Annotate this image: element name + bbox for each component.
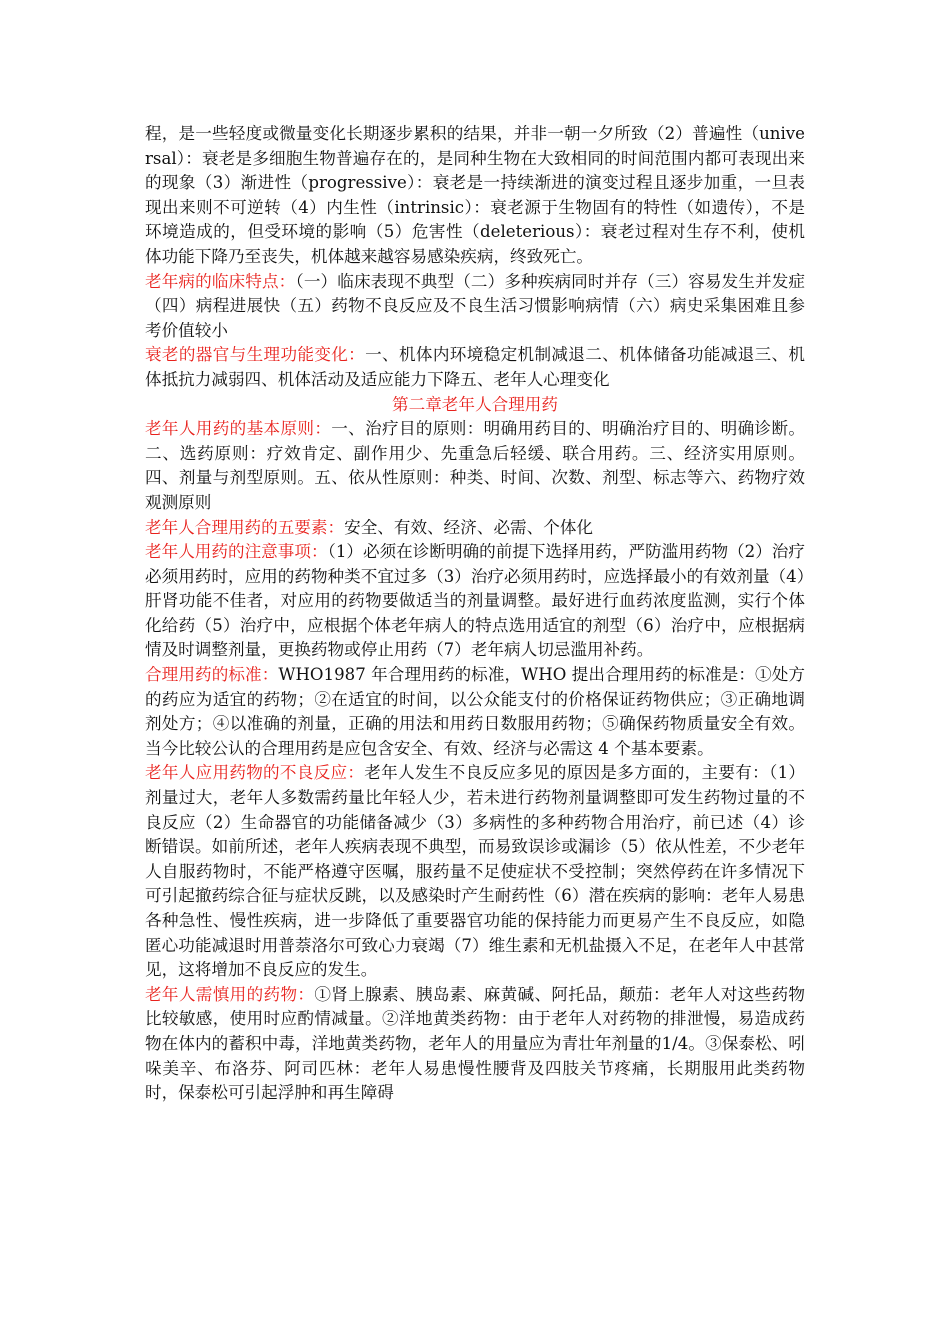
paragraph-heading: 老年人用药的注意事项：: [145, 542, 328, 562]
paragraph-organ-changes: [145, 343, 805, 392]
paragraph-five-elements: [145, 516, 805, 541]
paragraph-text: （1）必须在诊断明确的前提下选择用药，严防滥用药物（2）治疗必须用药时，应用的药物种类不宜过多（3）治疗必须用药时，应选择最小的有效剂量（4）肝肾功能不佳者，对应用的药物要做适当的剂量调整。最好进行血药浓度监测，实行个体化给药（5）治疗中，应根据个体老年病人的特点选用适宜的剂型（6）治疗中，应根据病情及时调整剂量，更换药物或停止用药（7）老年病人切忌滥用补药。: [145, 542, 806, 660]
paragraph-heading: 衰老的器官与生理功能变化：: [145, 345, 366, 365]
paragraph-text: 程，是一些轻度或微量变化长期逐步累积的结果，并非一朝一夕所致（2）普遍性（universal）：衰老是多细胞生物普遍存在的，是同种生物在大致相同的时间范围内都可表现出来的现象（3）渐进性（progressive）：衰老是一持续渐进的演变过程且逐步加重，一旦表现出来则不可逆转（4）内生性（intrinsic）：衰老源于生物固有的特性（如遗传），不是环境造成的，但受环境的影响（5）危害性（deleterious）：衰老过程对生存不利，使机体功能下降乃至丧失，机体越来越容易感染疾病，终致死亡。: [145, 124, 805, 266]
paragraph-heading: 老年病的临床特点：: [145, 271, 296, 291]
paragraph-rational-standards: [145, 663, 805, 761]
paragraph-precautions: [145, 540, 805, 663]
chapter-title: 第二章老年人合理用药: [392, 394, 558, 414]
paragraph-heading: 老年人合理用药的五要素：: [145, 517, 345, 537]
paragraph-heading: 老年人用药的基本原则：: [145, 419, 332, 439]
paragraph-text: 一、机体内环境稳定机制减退二、机体储备功能减退三、机体抵抗力减弱四、机体活动及适应能力下降五、老年人心理变化: [145, 345, 806, 389]
paragraph-text: WHO1987 年合理用药的标准，WHO 提出合理用药的标准是：①处方的药应为适宜的药物；②在适宜的时间，以公众能支付的价格保证药物供应；③正确地调剂处方；④以准确的剂量，正确的用法和用药日数服用药物；⑤确保药物质量安全有效。当今比较公认的合理用药是应包含安全、有效、经济与必需这 4 个基本要素。: [145, 665, 805, 758]
document-page: [145, 122, 805, 1106]
paragraph-text: 安全、有效、经济、必需、个体化: [344, 517, 594, 537]
paragraph-text: （一）临床表现不典型（二）多种疾病同时并存（三）容易发生并发症（四）病程进展快（五）药物不良反应及不良生活习惯影响病情（六）病史采集困难且参考价值较小: [145, 271, 806, 340]
paragraph-caution-drugs: [145, 983, 805, 1106]
paragraph-text: 老年人发生不良反应多见的原因是多方面的，主要有：（1）剂量过大，老年人多数需药量比年轻人少，若未进行药物剂量调整即可发生药物过量的不良反应（2）生命器官的功能储备减少（3）多病性的多种药物合用治疗，前已述（4）诊断错误。如前所述，老年人疾病表现不典型，而易致误诊或漏诊（5）依从性差，不少老年人自服药物时，不能严格遵守医嘱，服药量不足使症状不受控制；突然停药在许多情况下可引起撤药综合征与症状反跳，以及感染时产生耐药性（6）潜在疾病的影响：老年人易患各种急性、慢性疾病，进一步降低了重要器官功能的保持能力而更易产生不良反应，如隐匿心功能减退时用普萘洛尔可致心力衰竭（7）维生素和无机盐摄入不足，在老年人中甚常见，这将增加不良反应的发生。: [145, 763, 805, 980]
paragraph-text: ①肾上腺素、胰岛素、麻黄碱、阿托品，颠茄：老年人对这些药物比较敏感，使用时应酌情减量。②洋地黄类药物：由于老年人对药物的排泄慢，易造成药物在体内的蓄积中毒，洋地黄类药物，老年人的用量应为青壮年剂量的1/4。③保泰松、吲哚美辛、布洛芬、阿司匹林：老年人易患慢性腰背及四肢关节疼痛，长期服用此类药物时，保泰松可引起浮肿和再生障碍: [145, 984, 806, 1103]
paragraph-heading: 合理用药的标准：: [145, 665, 279, 685]
paragraph-heading: 老年人需慎用的药物：: [145, 984, 315, 1004]
paragraph-basic-principles: [145, 417, 805, 515]
paragraph-clinical-features: [145, 270, 805, 344]
paragraph-heading: 老年人应用药物的不良反应：: [145, 763, 365, 783]
paragraph-text: 一、治疗目的原则：明确用药目的、明确治疗目的、明确诊断。二、选药原则：疗效肯定、副作用少、先重急后轻缓、联合用药。三、经济实用原则。四、剂量与剂型原则。五、依从性原则：种类、时间、次数、剂型、标志等六、药物疗效观测原则: [145, 419, 805, 512]
paragraph-adverse-reactions: [145, 761, 805, 982]
paragraph-aging-characteristics: [145, 122, 805, 270]
